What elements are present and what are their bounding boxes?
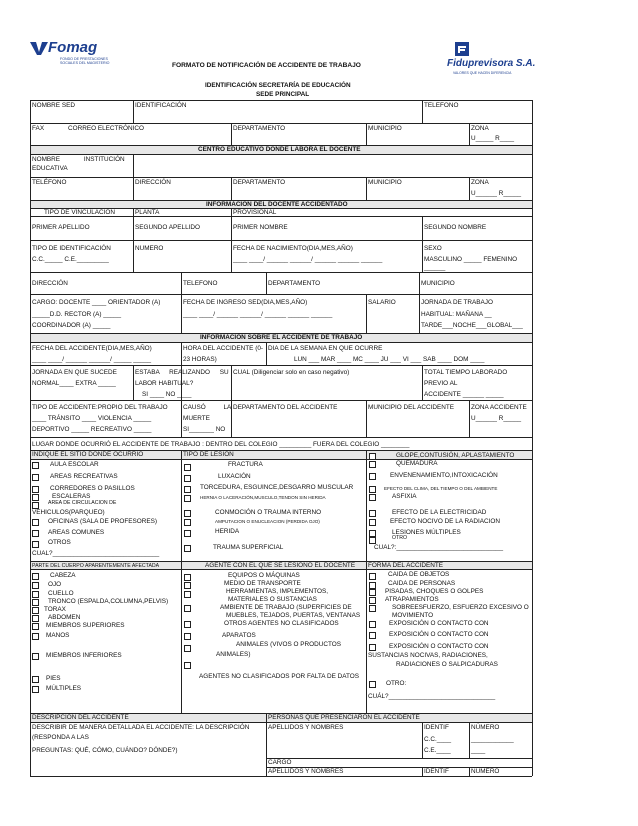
- sitio-cual-field[interactable]: CUAL?______________________________: [32, 550, 160, 557]
- accidente-title: INFORMACIÓN SOBRE EL ACCIDENTE DE TRABAJO: [200, 334, 363, 341]
- jornada-field-b[interactable]: HABITUAL: MAÑANA __: [421, 311, 492, 318]
- cuerpo-tronco: TRONCO (ESPALDA,COLUMNA,PELVIS): [48, 598, 169, 605]
- sitio-circulacion-checkbox[interactable]: [32, 502, 39, 509]
- fax-label: FAX: [32, 125, 45, 132]
- lesion-amputacion: AMPUTACION O ENUCLEACION (PERDIDA OJO): [215, 519, 320, 524]
- testigo1-numero-label: NÚMERO: [471, 724, 500, 731]
- hora-accidente-label: HORA DEL ACCIDENTE (0-: [183, 345, 264, 352]
- agente-equipos-checkbox[interactable]: [184, 574, 191, 581]
- lesion-hernia-checkbox[interactable]: [184, 495, 191, 502]
- forma-exposicion2-checkbox[interactable]: [369, 632, 376, 639]
- provisional-option[interactable]: PROVISIONAL: [233, 209, 277, 216]
- causo-muerte-label-b: MUERTE: [183, 415, 210, 422]
- fomag-logo-mark-icon: [30, 40, 48, 56]
- sitio-circulacion: AREA DE CIRCULACION DE: [48, 500, 117, 506]
- telefono-label: TELEFONO: [424, 102, 459, 109]
- depto-accidente-label: DEPARTAMENTO DEL ACCIDENTE: [233, 404, 338, 411]
- forma-exposicion2: EXPOSICIÓN O CONTACTO CON: [389, 631, 489, 638]
- sitio-otros: OTROS: [48, 539, 71, 546]
- centro-zona-label: ZONA: [471, 179, 489, 186]
- centro-direccion-label: DIRECCIÓN: [135, 179, 171, 186]
- lesion-multiples-checkbox[interactable]: [369, 530, 376, 537]
- docente-municipio-label: MUNICIPIO: [421, 280, 455, 287]
- cuerpo-torax-checkbox[interactable]: [32, 607, 39, 614]
- jornada-field-c[interactable]: TARDE___NOCHE___GLOBAL___: [421, 322, 523, 329]
- testigo1-numero-field[interactable]: ____________: [471, 736, 514, 743]
- lesion-conmocion: CONMOCIÓN O TRAUMA INTERNO: [215, 509, 322, 516]
- lesion-torcedura: TORCEDURA, ESGUINCE,DESGARRO MUSCULAR: [200, 484, 354, 491]
- agente-noclasificados-checkbox[interactable]: [184, 662, 191, 669]
- centro-telefono-label: TELÉFONO: [32, 179, 67, 186]
- testigo1-numero-field-b[interactable]: ____: [471, 747, 486, 754]
- lesion-radiacion-checkbox[interactable]: [369, 519, 376, 526]
- lesion-asfixia-checkbox[interactable]: [369, 494, 376, 501]
- lesion-hernia: HERNIA O LACERACIÓN,MUSCULO,TENDON SIN HERIDA: [200, 495, 326, 500]
- nombre-sed-label: NOMBRE SED: [32, 102, 75, 109]
- cuerpo-cuello: CUELLO: [48, 590, 74, 597]
- jornada-sucede-label: JORNADA EN QUE SUCEDE: [32, 369, 117, 376]
- lesion-envenenamiento-checkbox[interactable]: [369, 473, 376, 480]
- tiempo-laborado-label-b: PREVIO AL: [424, 380, 458, 387]
- forma-caida-personas: CAIDA DE PERSONAS: [388, 580, 456, 587]
- ident-subtitle: SEDE PRINCIPAL: [256, 91, 310, 98]
- cuerpo-abdomen: ABDOMEN: [48, 614, 81, 621]
- forma-caida-objetos: CAIDA DE OBJETOS: [388, 571, 450, 578]
- lesion-superficial: TRAUMA SUPERFICIAL: [213, 544, 284, 551]
- sitio-escaleras: ESCALERAS: [52, 493, 91, 500]
- salario-label: SALARIO: [368, 299, 396, 306]
- agente-noclasificados: AGENTES NO CLASIFICADOS POR FALTA DE DATOS: [199, 673, 360, 680]
- forma-cual-field[interactable]: CUÁL?______________________________: [368, 693, 496, 700]
- cuerpo-title: PARTE DEL CUERPO APARENTEMENTE AFECTADA: [32, 563, 160, 569]
- fecha-nac-label: FECHA DE NACIMIENTO(DIA,MES,AÑO): [233, 245, 353, 252]
- testigo1-apellidos-label: APELLIDOS Y NOMBRES: [268, 724, 344, 731]
- tipo-accidente-field-b[interactable]: ____ TRÁNSITO ____ VIOLENCIA _____: [32, 415, 152, 422]
- sitio-escaleras-checkbox[interactable]: [32, 494, 39, 501]
- agente-aparatos: APARATOS: [222, 632, 256, 639]
- agente-materiales: MATERIALES O SUSTANCIAS: [228, 596, 317, 603]
- forma-caida-personas-checkbox[interactable]: [369, 582, 376, 589]
- lesion-luxacion-checkbox[interactable]: [184, 475, 191, 482]
- lesion-quemadura-checkbox[interactable]: [369, 461, 376, 468]
- fecha-nac-field[interactable]: ____ ____/ ______ ______/ ______ ______ ______: [233, 256, 383, 263]
- testigo1-cargo-label: CARGO: [268, 759, 292, 766]
- testigo2-numero-label: NÚMERO: [471, 768, 500, 775]
- descripcion-line2: (RESPONDA A LAS: [32, 734, 89, 741]
- fomag-sub2: SOCIALES DEL MAGISTERIO: [60, 61, 110, 65]
- lesion-conmocion-checkbox[interactable]: [184, 510, 191, 517]
- cuerpo-cabeza-checkbox[interactable]: [32, 573, 39, 580]
- descripcion-input[interactable]: [31, 757, 265, 775]
- municipio-label: MUNICIPIO: [368, 125, 402, 132]
- lesion-superficial-checkbox[interactable]: [184, 545, 191, 552]
- forma-sobreesfuerzo: SOBREESFUERZO, ESFUERZO EXCESIVO O: [392, 604, 529, 611]
- agente-equipos: EQUIPOS O MÁQUINAS: [228, 572, 300, 579]
- centro-municipio-label: MUNICIPIO: [368, 179, 402, 186]
- forma-exposicion1-checkbox[interactable]: [369, 621, 376, 628]
- cuerpo-ojo-checkbox[interactable]: [32, 582, 39, 589]
- sexo-label: SEXO: [424, 245, 442, 252]
- agente-transporte: MEDIO DE TRANSPORTE: [224, 580, 301, 587]
- zona-accidente-label: ZONA ACCIDENTE: [471, 404, 527, 411]
- tiempo-laborado-label: TOTAL TIEMPO LABORADO: [424, 369, 508, 376]
- fiduprevisora-text: Fiduprevisora S.A.: [447, 58, 536, 69]
- nombre-institucion-label: NOMBRE INSTITUCIÓN: [32, 156, 125, 163]
- labor-habitual-label-b: LABOR HABITUAL?: [135, 380, 194, 387]
- sitio-comunes-checkbox[interactable]: [32, 530, 39, 537]
- form-title: FORMATO DE NOTIFICACIÓN DE ACCIDENTE DE TRABAJO: [172, 62, 361, 69]
- zona-accidente-field[interactable]: U______ R_____: [471, 415, 522, 422]
- lesion-fractura-checkbox[interactable]: [184, 464, 191, 471]
- lesion-cual-field[interactable]: CUAL?:______________________________: [374, 544, 504, 551]
- cuerpo-cuello-checkbox[interactable]: [32, 591, 39, 598]
- centro-zona-field[interactable]: U______ R_____: [471, 190, 522, 197]
- centro-title: CENTRO EDUCATIVO DONDE LABORA EL DOCENTE: [198, 146, 361, 153]
- agente-herramientas-checkbox[interactable]: [184, 591, 191, 598]
- agente-aparatos-checkbox[interactable]: [184, 633, 191, 640]
- cual-negativo-label: CUAL (Diligenciar solo en caso negativo): [233, 369, 350, 376]
- agente-ambiente-checkbox[interactable]: [184, 605, 191, 612]
- testigo2-apellidos-label: APELLIDOS Y NOMBRES: [268, 768, 344, 775]
- agente-animales: ANIMALES (VIVOS O PRODUCTOS: [236, 641, 341, 648]
- cuerpo-superiores: MIEMBROS SUPERIORES: [46, 622, 125, 629]
- cuerpo-pies-checkbox[interactable]: [32, 676, 39, 683]
- lesion-title: TIPO DE LESIÓN: [183, 451, 234, 458]
- forma-exposicion1: EXPOSICIÓN O CONTACTO CON: [389, 620, 489, 627]
- departamento-label: DEPARTAMENTO: [233, 125, 286, 132]
- forma-title: FORMA DEL ACCIDENTE: [368, 562, 444, 569]
- testigo1-cc-field[interactable]: C.C.____: [424, 736, 451, 743]
- agente-muebles: MUEBLES, TEJADOS, PUERTAS, VENTANAS: [226, 612, 361, 619]
- sitio-recreativas-checkbox[interactable]: [32, 474, 39, 481]
- forma-movimiento: MOVIMIENTO: [392, 612, 434, 619]
- sitio-aula-checkbox[interactable]: [32, 462, 39, 469]
- sitio-oficinas-checkbox[interactable]: [32, 519, 39, 526]
- lesion-otro-checkbox[interactable]: [369, 537, 376, 544]
- fecha-accidente-label: FECHA DEL ACCIDENTE(DIA,MES,AÑO): [32, 345, 152, 352]
- lesion-electricidad: EFECTO DE LA ELECTRICIDAD: [392, 509, 487, 516]
- sitio-oficinas: OFICINAS (SALA DE PROFESORES): [48, 518, 158, 525]
- cuerpo-abdomen-checkbox[interactable]: [32, 615, 39, 622]
- sitio-otros-checkbox[interactable]: [32, 541, 39, 548]
- docente-departamento-label: DEPARTAMENTO: [268, 280, 321, 287]
- causo-muerte-label: CAUSÓ LA: [183, 404, 232, 411]
- lesion-golpe-checkbox[interactable]: [369, 453, 376, 460]
- lesion-herida: HERIDA: [215, 528, 240, 535]
- cuerpo-pies: PIES: [46, 675, 61, 682]
- cuerpo-multiples: MÚLTIPLES: [46, 685, 82, 692]
- ident-title: IDENTIFICACIÓN SECRETARÍA DE EDUCACIÓN: [205, 82, 351, 89]
- sitio-title: INDIQUE EL SITIO DONDE OCURRIO: [32, 451, 144, 458]
- forma-caida-objetos-checkbox[interactable]: [369, 573, 376, 580]
- agente-title: AGENTE CON EL QUE SE LESIONO EL DOCENTE: [205, 562, 356, 569]
- lesion-clima: EFECTO DEL CLIMA, DEL TIEMPO O DEL AMBIENTE: [384, 486, 498, 491]
- lesion-radiacion: EFECTO NOCIVO DE LA RADIACION: [390, 518, 500, 525]
- lesion-asfixia: ASFIXIA: [392, 493, 417, 500]
- cuerpo-tronco-checkbox[interactable]: [32, 599, 39, 606]
- segundo-apellido-label: SEGUNDO APELLIDO: [135, 224, 200, 231]
- primer-apellido-label: PRIMER APELLIDO: [32, 224, 90, 231]
- identificacion-label: IDENTIFICACIÓN: [135, 102, 187, 109]
- fiduprevisora-sub: VALORES QUE HACEN DIFERENCIA: [453, 71, 512, 75]
- lesion-luxacion: LUXACIÓN: [218, 473, 251, 480]
- cuerpo-ojo: OJO: [48, 581, 62, 588]
- planta-option[interactable]: PLANTA: [135, 209, 160, 216]
- zona-field[interactable]: U_____ R____: [471, 135, 514, 142]
- lesion-herida-checkbox[interactable]: [184, 530, 191, 537]
- tipo-id-label: TIPO DE IDENTIFICACIÓN: [32, 245, 111, 252]
- lesion-quemadura: QUEMADURA: [396, 460, 438, 467]
- sitio-corredores-checkbox[interactable]: [32, 486, 39, 493]
- cargo-field-c[interactable]: COORDINADOR (A) _____: [32, 322, 111, 329]
- cargo-field-b[interactable]: _____D.D. RECTOR (A) _____: [32, 311, 122, 318]
- cuerpo-torax: TORAX: [44, 606, 66, 613]
- lugar-accidente-field[interactable]: LUGAR DONDE OCURRIÓ EL ACCIDENTE DE TRABAJO : DENTRO DEL COLEGIO _________ FUERA DEL COLEGIO ________: [32, 441, 410, 448]
- agente-transporte-checkbox[interactable]: [184, 582, 191, 589]
- tipo-accidente-field-c[interactable]: DEPORTIVO _____ RECREATIVO _____: [32, 426, 152, 433]
- lesion-electricidad-checkbox[interactable]: [369, 510, 376, 517]
- tipo-id-field[interactable]: C.C._____ C.E._________: [32, 256, 109, 263]
- fomag-sub1: FONDO DE PRESTACIONES: [60, 57, 108, 61]
- lesion-amputacion-checkbox[interactable]: [184, 519, 191, 526]
- fiduprevisora-logo: [447, 42, 585, 75]
- fecha-ingreso-field[interactable]: ____ ____/ ______ ______/ ______ ______ ______: [183, 311, 333, 318]
- fecha-ingreso-label: FECHA DE INGRESO SED(DIA,MES,AÑO): [183, 299, 308, 306]
- labor-habitual-field[interactable]: SI ____ NO ____: [142, 391, 192, 398]
- lesion-fractura: FRACTURA: [228, 461, 263, 468]
- forma-otro: OTRO:: [386, 680, 407, 687]
- sitio-recreativas: AREAS RECREATIVAS: [50, 473, 118, 480]
- cuerpo-inferiores-checkbox[interactable]: [32, 653, 39, 660]
- sitio-corredores: CORREDORES O PASILLOS: [50, 485, 135, 492]
- cuerpo-cabeza: CABEZA: [50, 572, 76, 579]
- jornada-sucede-field[interactable]: NORMAL____ EXTRA _____: [32, 380, 116, 387]
- sitio-comunes: AREAS COMUNES: [48, 529, 105, 536]
- centro-departamento-label: DEPARTAMENTO: [233, 179, 286, 186]
- testigo2-identif-label: IDENTIF: [424, 768, 449, 775]
- descripcion-line3: PREGUNTAS: QUÉ, CÓMO, CUÁNDO? DÓNDE?): [32, 747, 178, 754]
- sexo-field[interactable]: MASCULINO _____ FEMENINO: [424, 256, 518, 263]
- agente-otros: OTROS AGENTES NO CLASIFICADOS: [224, 620, 339, 627]
- descripcion-title: DESCRIPCIÓN DEL ACCIDENTE: [32, 714, 129, 721]
- sitio-aula: AULA ESCOLAR: [50, 461, 99, 468]
- forma-exposicion3: EXPOSICIÓN O CONTACTO CON: [389, 643, 489, 650]
- forma-sustancias: SUSTANCIAS NOCIVAS, RADIACIONES,: [368, 652, 488, 659]
- nombre-institucion-label-b: EDUCATIVA: [32, 165, 68, 172]
- lesion-envenenamiento: ENVENENAMIENTO,INTOXICACIÓN: [390, 472, 498, 479]
- lesion-clima-checkbox[interactable]: [369, 486, 376, 493]
- agente-ambiente: AMBIENTE DE TRABAJO (SUPERFICIES DE: [220, 604, 352, 611]
- lesion-otro: OTRO: [392, 535, 407, 541]
- cuerpo-manos-checkbox[interactable]: [32, 633, 39, 640]
- sitio-vehiculos: VEHICULOS(PARQUEO): [32, 509, 105, 516]
- cargo-field[interactable]: CARGO: DOCENTE ____ ORIENTADOR (A): [32, 299, 161, 306]
- zona-label: ZONA: [471, 125, 489, 132]
- agente-animales-checkbox[interactable]: [184, 645, 191, 652]
- fomag-logo: [30, 40, 130, 70]
- tipo-accidente-field[interactable]: TIPO DE ACCIDENTE:PROPIO DEL TRABAJO: [32, 404, 168, 411]
- docente-direccion-label: DIRECCIÓN: [32, 280, 68, 287]
- cuerpo-superiores-checkbox[interactable]: [32, 623, 39, 630]
- forma-radiaciones: RADIACIONES O SALPICADURAS: [396, 661, 498, 668]
- sexo-field-b[interactable]: ______: [424, 264, 446, 271]
- lesion-golpe: GLOPE,CONTUSIÓN, APLASTAMIENTO: [396, 452, 515, 459]
- segundo-nombre-label: SEGUNDO NOMBRE: [424, 224, 487, 231]
- cuerpo-manos: MANOS: [46, 632, 70, 639]
- dia-semana-label: DIA DE LA SEMANA EN QUE OCURRE: [268, 345, 383, 352]
- dia-semana-field[interactable]: LUN ___ MAR ____ MC ____ JU ___ VI ___ SAB ____ DOM ____: [294, 356, 485, 363]
- primer-nombre-label: PRIMER NOMBRE: [233, 224, 288, 231]
- agente-animales-b: ANIMALES): [216, 651, 251, 658]
- jornada-label: JORNADA DE TRABAJO: [421, 299, 493, 306]
- fiduprevisora-mark-icon: [455, 42, 469, 56]
- tiempo-laborado-field[interactable]: ACCIDENTE ______ _____: [424, 391, 504, 398]
- forma-atrapamientos-checkbox[interactable]: [369, 597, 376, 604]
- testigo1-ce-field[interactable]: C.E.____: [424, 747, 451, 754]
- agente-herramientas: HERRAMIENTAS, IMPLEMENTOS,: [226, 588, 329, 595]
- cuerpo-multiples-checkbox[interactable]: [32, 686, 39, 693]
- forma-sobreesfuerzo-checkbox[interactable]: [369, 605, 376, 612]
- correo-label: CORREO ELECTRÓNICO: [68, 125, 144, 132]
- forma-pisadas-checkbox[interactable]: [369, 589, 376, 596]
- labor-habitual-label: ESTABA REALIZANDO SU: [135, 369, 229, 376]
- docente-title: INFORMACIÓN DEL DOCENTE ACCIDENTADO: [206, 201, 348, 208]
- cuerpo-inferiores: MIEMBROS INFERIORES: [46, 652, 122, 659]
- forma-exposicion3-checkbox[interactable]: [369, 644, 376, 651]
- forma-atrapamientos: ATRAPAMIENTOS: [385, 596, 439, 603]
- docente-telefono-label: TELEFONO: [183, 280, 218, 287]
- agente-otros-checkbox[interactable]: [184, 621, 191, 628]
- hora-accidente-label-b: 23 HORAS): [183, 356, 217, 363]
- causo-muerte-field[interactable]: SI_______ NO: [183, 426, 226, 433]
- forma-pisadas: PISADAS, CHOQUES O GOLPES: [385, 588, 484, 595]
- testigos-title: PERSONAS QUE PRESENCIARON EL ACCIDENTE: [268, 714, 420, 721]
- tipo-vinculacion-label: TIPO DE VINCULACIÓN: [44, 209, 116, 216]
- fecha-accidente-field[interactable]: ____ ____/ ______ ______/ _____ _____: [32, 356, 152, 363]
- forma-otro-checkbox[interactable]: [369, 681, 376, 688]
- descripcion-line1: DESCRIBIR DE MANERA DETALLADA EL ACCIDENTE: LA DESCRIPCIÓN: [32, 724, 250, 731]
- municipio-accidente-label: MUNICIPIO DEL ACCIDENTE: [368, 404, 455, 411]
- lesion-multiples: LESIONES MÚLTIPLES: [392, 529, 461, 536]
- fomag-logo-text: Fomag: [48, 39, 98, 56]
- lesion-torcedura-checkbox[interactable]: [184, 486, 191, 493]
- testigo1-identif-label: IDENTIF: [424, 724, 449, 731]
- numero-label: NUMERO: [135, 245, 164, 252]
